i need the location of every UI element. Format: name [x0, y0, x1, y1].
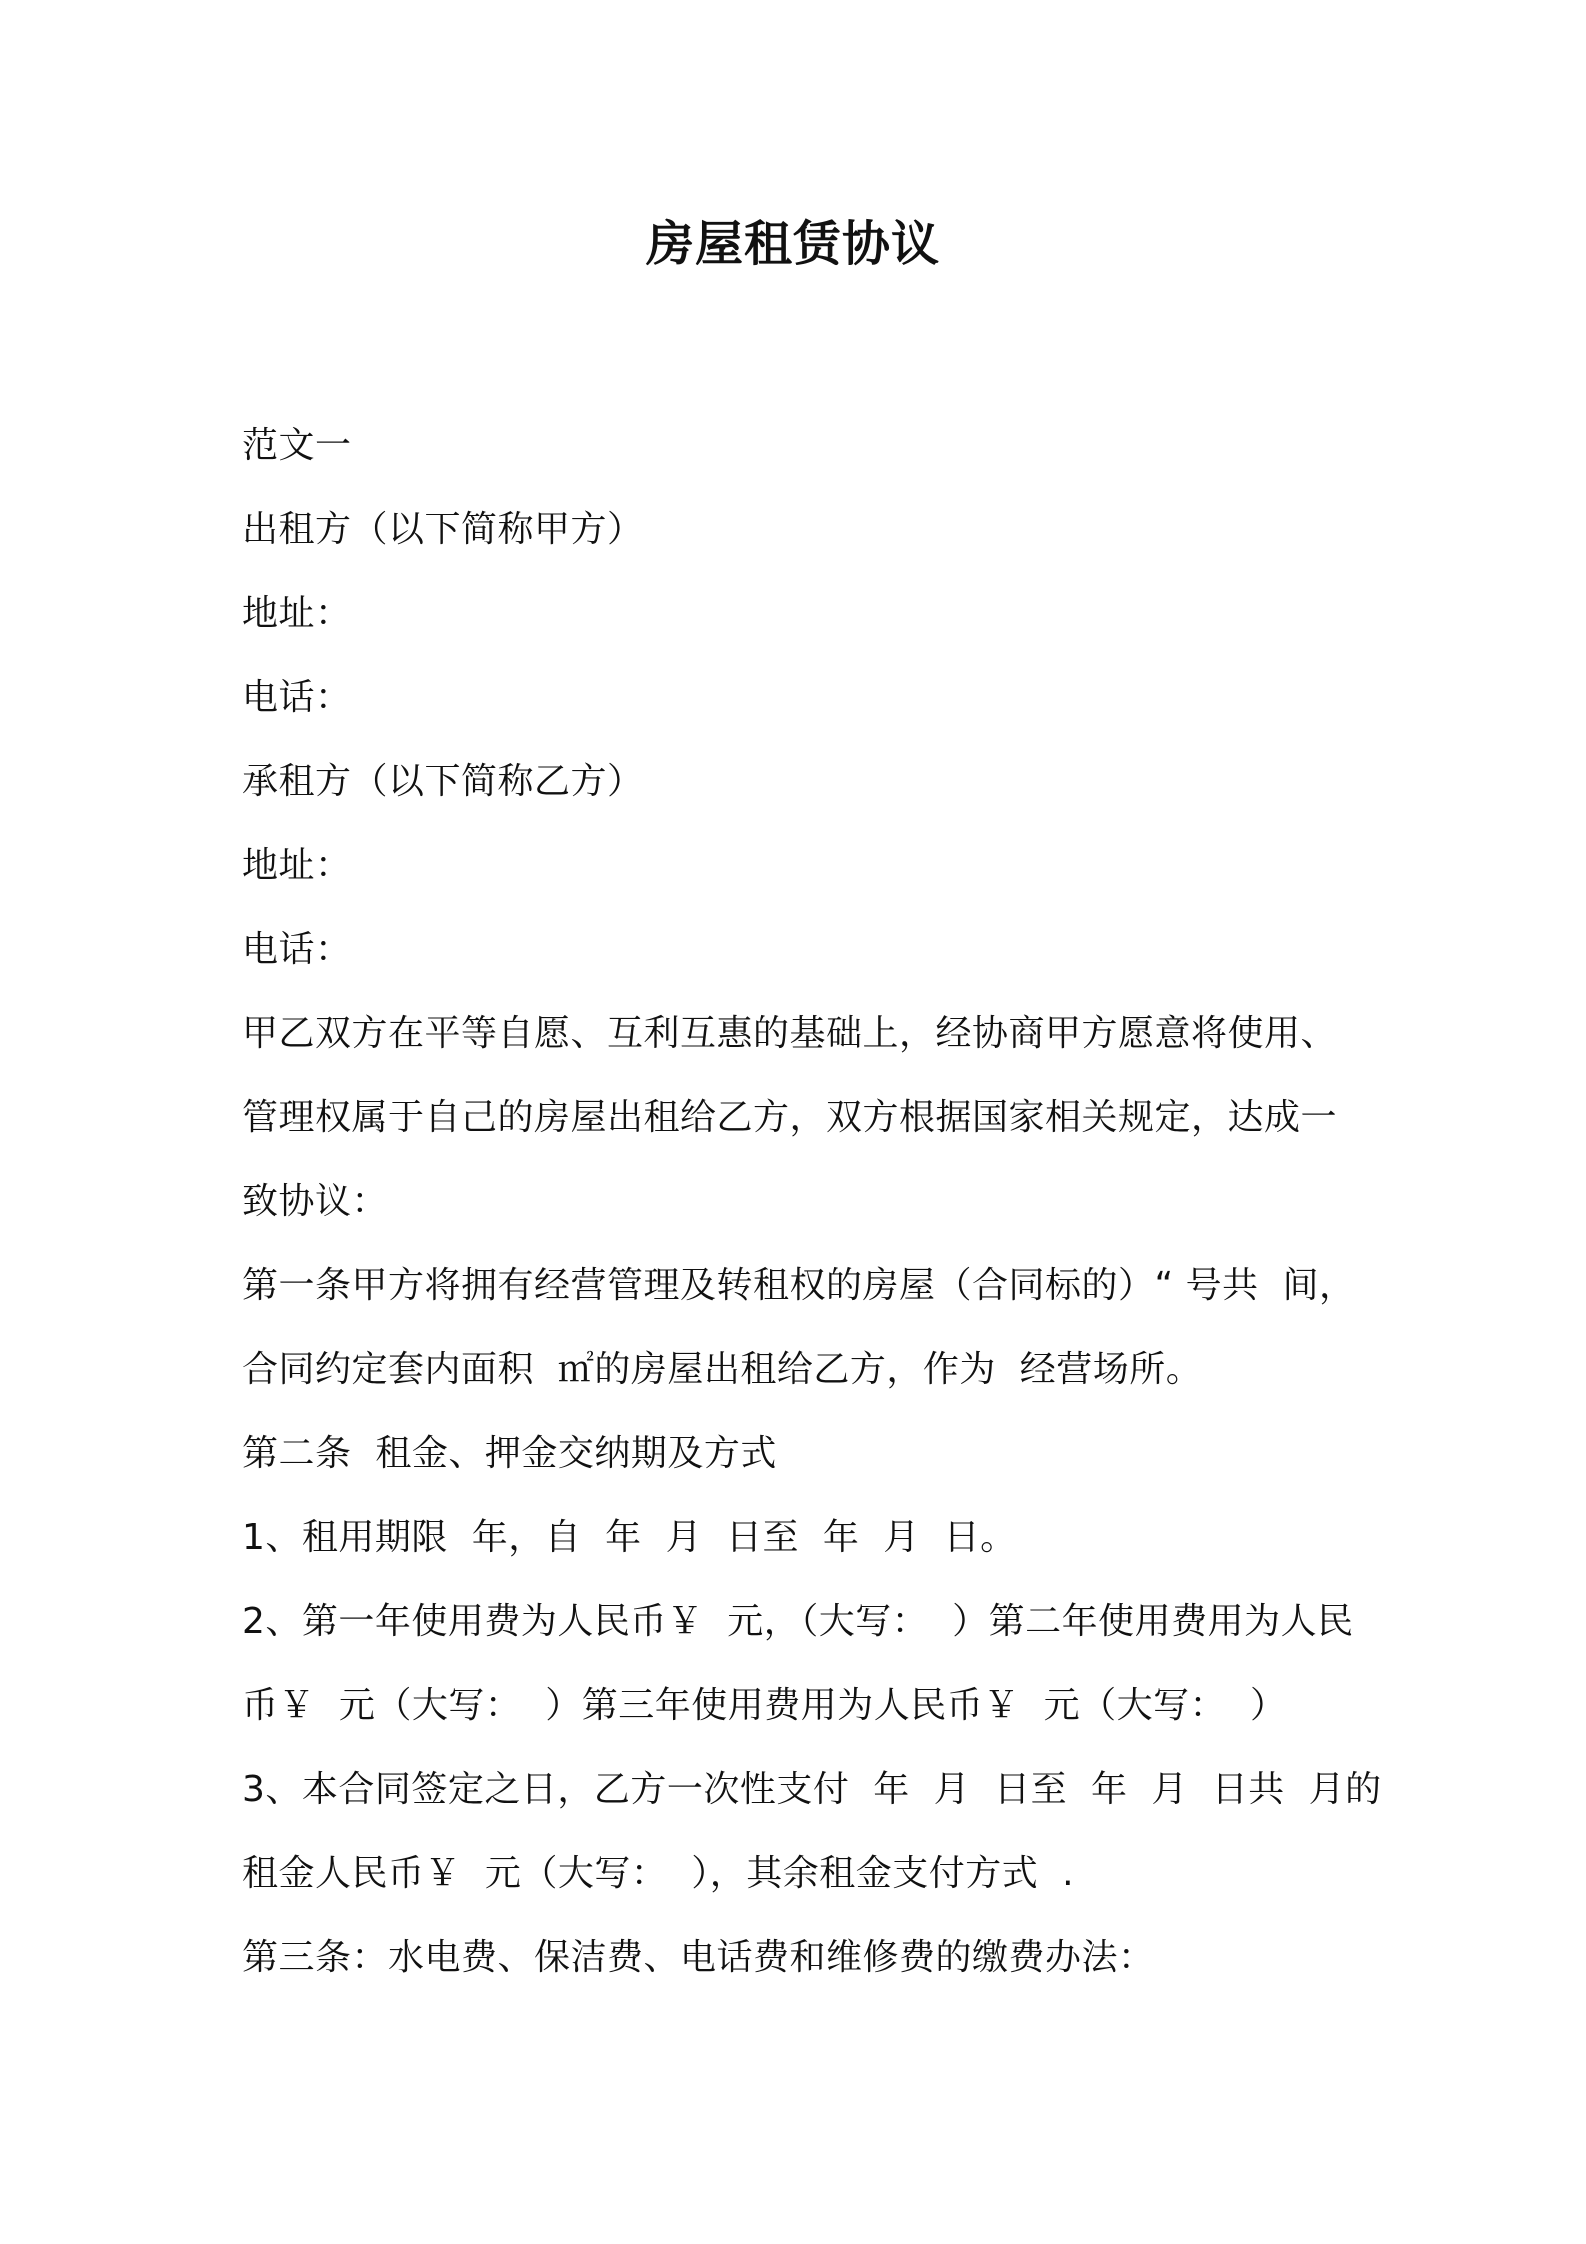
lessee-phone-label: 电话：	[242, 929, 352, 970]
article-two-item-3-line-1: 3、本合同签定之日，乙方一次性支付 年 月 日至 年 月 日共 月的	[242, 1769, 1382, 1810]
article-two-item-3-line-2: 租金人民币￥ 元（大写： ），其余租金支付方式 .	[242, 1853, 1075, 1894]
preamble-line-2: 管理权属于自己的房屋出租给乙方，双方根据国家相关规定，达成一	[242, 1097, 1338, 1138]
article-three-heading: 第三条：水电费、保洁费、电话费和维修费的缴费办法：	[242, 1937, 1155, 1978]
lessee-address-label: 地址：	[242, 845, 352, 886]
section-heading-sample-one: 范文一	[242, 425, 352, 466]
preamble-line-1: 甲乙双方在平等自愿、互利互惠的基础上，经协商甲方愿意将使用、	[242, 1013, 1338, 1054]
document-title: 房屋租赁协议	[645, 216, 940, 272]
article-one-line-1: 第一条甲方将拥有经营管理及转租权的房屋（合同标的）“ 号共 间，	[242, 1265, 1356, 1306]
document-body	[242, 404, 1382, 2000]
lessor-phone-label: 电话：	[242, 677, 352, 718]
preamble-line-3: 致协议：	[242, 1181, 389, 1222]
article-two-item-2-line-2: 币￥ 元（大写： ）第三年使用费用为人民币￥ 元（大写： ）	[242, 1685, 1287, 1726]
lessor-label: 出租方（以下简称甲方）	[242, 509, 644, 550]
article-two-heading: 第二条 租金、押金交纳期及方式	[242, 1433, 777, 1474]
article-one-line-2: 合同约定套内面积 ㎡的房屋出租给乙方，作为 经营场所。	[242, 1349, 1203, 1390]
lessee-label: 承租方（以下简称乙方）	[242, 761, 644, 802]
lessor-address-label: 地址：	[242, 593, 352, 634]
article-two-item-2-line-1: 2、第一年使用费为人民币￥ 元，（大写： ）第二年使用费用为人民	[242, 1601, 1354, 1642]
article-two-item-1: 1、租用期限 年，自 年 月 日至 年 月 日。	[242, 1517, 1017, 1558]
